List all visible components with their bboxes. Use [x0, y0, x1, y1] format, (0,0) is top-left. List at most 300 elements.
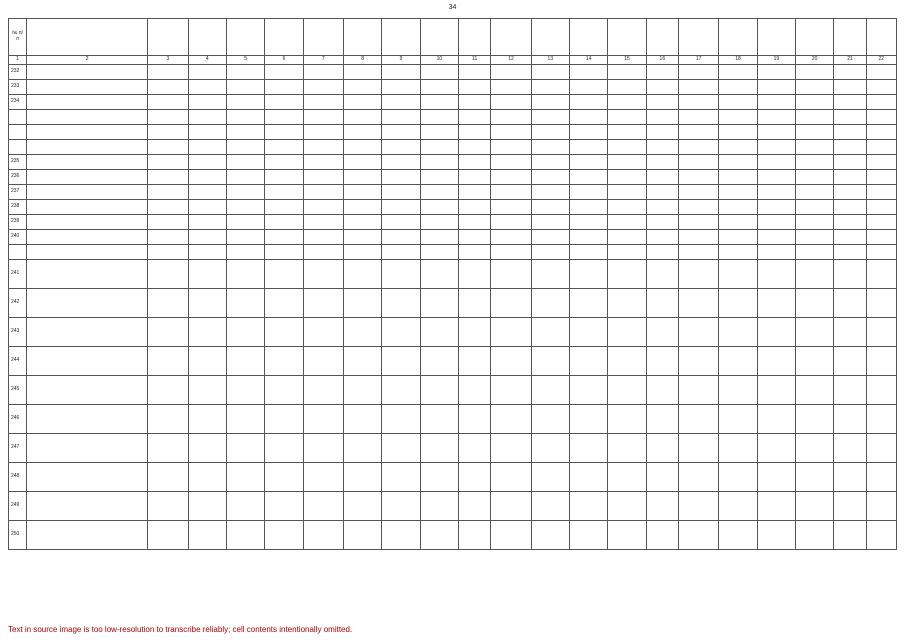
table-cell — [188, 154, 226, 169]
table-cell — [866, 433, 896, 462]
table-cell — [531, 139, 569, 154]
table-cell — [459, 259, 491, 288]
table-cell — [646, 169, 678, 184]
table-cell — [27, 491, 148, 520]
table-cell — [226, 462, 264, 491]
table-cell — [570, 199, 608, 214]
table-cell — [27, 199, 148, 214]
table-cell — [646, 124, 678, 139]
table-row — [9, 154, 897, 169]
table-cell — [491, 491, 531, 520]
table-cell — [343, 433, 381, 462]
table-cell — [834, 375, 866, 404]
row-number — [9, 124, 27, 139]
table-cell — [188, 169, 226, 184]
table-cell — [678, 317, 718, 346]
table-cell — [678, 375, 718, 404]
table-cell — [719, 520, 757, 549]
table-cell — [303, 375, 343, 404]
table-cell — [226, 154, 264, 169]
transcription-notice: Text in source image is too low-resolution to transcribe reliably; cell contents intentionally omitted. — [8, 625, 353, 634]
table-cell — [757, 244, 795, 259]
table-body — [9, 64, 897, 549]
table-cell — [420, 139, 458, 154]
table-cell — [188, 520, 226, 549]
table-cell — [570, 94, 608, 109]
table-cell — [866, 491, 896, 520]
table-cell — [608, 244, 646, 259]
table-cell — [646, 520, 678, 549]
table-cell — [226, 288, 264, 317]
table-cell — [343, 79, 381, 94]
table-row — [9, 79, 897, 94]
table-row — [9, 317, 897, 346]
table-cell — [27, 214, 148, 229]
table-cell — [27, 259, 148, 288]
table-cell — [265, 375, 303, 404]
table-cell — [678, 199, 718, 214]
table-row — [9, 64, 897, 79]
table-cell — [796, 79, 834, 94]
column-index: 9 — [382, 56, 420, 65]
table-cell — [757, 404, 795, 433]
table-cell — [757, 109, 795, 124]
table-cell — [343, 64, 381, 79]
table-cell — [188, 491, 226, 520]
table-cell — [719, 79, 757, 94]
table-cell — [757, 375, 795, 404]
table-cell — [608, 317, 646, 346]
table-cell — [491, 375, 531, 404]
table-cell — [608, 109, 646, 124]
table-cell — [646, 288, 678, 317]
table-cell — [343, 375, 381, 404]
table-cell — [343, 139, 381, 154]
row-number: 250 — [9, 520, 27, 549]
table-cell — [148, 346, 188, 375]
table-cell — [719, 229, 757, 244]
table-cell — [866, 79, 896, 94]
table-cell — [531, 184, 569, 199]
table-cell — [866, 139, 896, 154]
table-cell — [265, 64, 303, 79]
table-cell — [382, 404, 420, 433]
table-cell — [608, 214, 646, 229]
table-cell — [343, 109, 381, 124]
table-cell — [834, 184, 866, 199]
table-cell — [265, 317, 303, 346]
table-cell — [608, 462, 646, 491]
column-index: 15 — [608, 56, 646, 65]
table-cell — [382, 346, 420, 375]
table-cell — [265, 491, 303, 520]
column-header — [866, 19, 896, 56]
table-cell — [226, 64, 264, 79]
column-header: № п/п — [9, 19, 27, 56]
table-cell — [646, 244, 678, 259]
table-cell — [27, 109, 148, 124]
row-number: 238 — [9, 199, 27, 214]
table-cell — [382, 109, 420, 124]
table-cell — [343, 184, 381, 199]
table-cell — [719, 375, 757, 404]
table-cell — [420, 154, 458, 169]
table-cell — [646, 79, 678, 94]
table-cell — [265, 169, 303, 184]
table-cell — [834, 346, 866, 375]
table-cell — [796, 124, 834, 139]
table-cell — [796, 288, 834, 317]
table-cell — [382, 288, 420, 317]
table-cell — [148, 259, 188, 288]
table-cell — [343, 199, 381, 214]
table-cell — [570, 79, 608, 94]
row-number — [9, 109, 27, 124]
table-cell — [420, 79, 458, 94]
column-header — [796, 19, 834, 56]
table-cell — [303, 259, 343, 288]
table-cell — [531, 462, 569, 491]
row-number: 237 — [9, 184, 27, 199]
table-cell — [343, 317, 381, 346]
table-cell — [866, 404, 896, 433]
table-cell — [646, 346, 678, 375]
column-index: 2 — [27, 56, 148, 65]
table-cell — [757, 199, 795, 214]
column-header — [570, 19, 608, 56]
table-row — [9, 109, 897, 124]
column-index: 3 — [148, 56, 188, 65]
table-cell — [226, 79, 264, 94]
table-cell — [531, 124, 569, 139]
table-cell — [531, 154, 569, 169]
row-number: 243 — [9, 317, 27, 346]
row-number: 239 — [9, 214, 27, 229]
table-cell — [226, 169, 264, 184]
table-cell — [608, 94, 646, 109]
table-cell — [719, 154, 757, 169]
column-index: 11 — [459, 56, 491, 65]
table-cell — [27, 154, 148, 169]
table-cell — [678, 346, 718, 375]
table-cell — [382, 520, 420, 549]
table-cell — [459, 288, 491, 317]
table-cell — [188, 64, 226, 79]
table-cell — [608, 375, 646, 404]
column-index: 19 — [757, 56, 795, 65]
table-cell — [796, 520, 834, 549]
row-number: 232 — [9, 64, 27, 79]
row-number — [9, 139, 27, 154]
table-cell — [678, 288, 718, 317]
table-cell — [265, 139, 303, 154]
column-index: 13 — [531, 56, 569, 65]
table-cell — [420, 109, 458, 124]
column-header — [491, 19, 531, 56]
table-cell — [491, 259, 531, 288]
table-cell — [796, 109, 834, 124]
column-index: 17 — [678, 56, 718, 65]
table-cell — [678, 94, 718, 109]
table-cell — [678, 79, 718, 94]
table-cell — [678, 64, 718, 79]
table-cell — [459, 184, 491, 199]
table-cell — [265, 433, 303, 462]
table-cell — [719, 462, 757, 491]
table-cell — [188, 346, 226, 375]
table-cell — [188, 229, 226, 244]
table-cell — [188, 199, 226, 214]
table-cell — [570, 404, 608, 433]
table-cell — [491, 288, 531, 317]
table-cell — [796, 259, 834, 288]
table-cell — [719, 433, 757, 462]
table-cell — [382, 94, 420, 109]
table-cell — [148, 79, 188, 94]
table-cell — [491, 169, 531, 184]
table-cell — [646, 433, 678, 462]
table-cell — [531, 288, 569, 317]
table-cell — [420, 375, 458, 404]
table-cell — [491, 433, 531, 462]
table-cell — [608, 520, 646, 549]
table-cell — [420, 184, 458, 199]
table-cell — [27, 124, 148, 139]
table-cell — [608, 124, 646, 139]
row-number: 248 — [9, 462, 27, 491]
table-cell — [491, 214, 531, 229]
table-cell — [866, 124, 896, 139]
table-cell — [459, 520, 491, 549]
row-number: 247 — [9, 433, 27, 462]
table-cell — [796, 229, 834, 244]
column-header — [148, 19, 188, 56]
table-cell — [343, 124, 381, 139]
table-cell — [420, 64, 458, 79]
row-number: 234 — [9, 94, 27, 109]
table-cell — [343, 288, 381, 317]
table-cell — [491, 244, 531, 259]
table-cell — [678, 244, 718, 259]
table-cell — [188, 184, 226, 199]
column-index: 12 — [491, 56, 531, 65]
table-cell — [757, 317, 795, 346]
table-cell — [834, 433, 866, 462]
table-cell — [757, 288, 795, 317]
table-cell — [303, 317, 343, 346]
table-cell — [866, 169, 896, 184]
table-cell — [834, 154, 866, 169]
table-cell — [420, 214, 458, 229]
table-cell — [343, 346, 381, 375]
table-cell — [226, 346, 264, 375]
table-cell — [608, 169, 646, 184]
column-header — [303, 19, 343, 56]
table-cell — [420, 462, 458, 491]
column-index: 10 — [420, 56, 458, 65]
table-cell — [459, 94, 491, 109]
table-cell — [420, 259, 458, 288]
table-cell — [148, 229, 188, 244]
column-index-row — [9, 56, 897, 65]
table-cell — [757, 169, 795, 184]
table-cell — [608, 404, 646, 433]
table-cell — [226, 199, 264, 214]
table-cell — [866, 64, 896, 79]
table-cell — [459, 214, 491, 229]
table-cell — [148, 214, 188, 229]
column-header — [459, 19, 491, 56]
table-cell — [382, 433, 420, 462]
column-index: 7 — [303, 56, 343, 65]
table-cell — [459, 404, 491, 433]
column-header — [188, 19, 226, 56]
table-cell — [834, 124, 866, 139]
table-cell — [265, 199, 303, 214]
table-cell — [834, 288, 866, 317]
column-index: 1 — [9, 56, 27, 65]
table-cell — [27, 244, 148, 259]
table-cell — [343, 244, 381, 259]
table-cell — [866, 520, 896, 549]
row-number: 245 — [9, 375, 27, 404]
table-cell — [459, 317, 491, 346]
table-cell — [491, 462, 531, 491]
table-cell — [226, 109, 264, 124]
table-cell — [608, 229, 646, 244]
table-cell — [420, 94, 458, 109]
table-cell — [570, 109, 608, 124]
table-cell — [27, 462, 148, 491]
column-header — [226, 19, 264, 56]
table-cell — [757, 520, 795, 549]
row-number: 242 — [9, 288, 27, 317]
table-row — [9, 229, 897, 244]
table-cell — [382, 229, 420, 244]
table-cell — [265, 124, 303, 139]
table-cell — [678, 109, 718, 124]
table-cell — [796, 462, 834, 491]
table-cell — [866, 375, 896, 404]
table-cell — [531, 244, 569, 259]
column-header — [834, 19, 866, 56]
table-cell — [491, 79, 531, 94]
table-cell — [226, 214, 264, 229]
table-cell — [719, 404, 757, 433]
table-cell — [382, 244, 420, 259]
table-cell — [382, 259, 420, 288]
table-cell — [646, 184, 678, 199]
column-header — [420, 19, 458, 56]
table-cell — [531, 520, 569, 549]
table-cell — [719, 199, 757, 214]
table-cell — [570, 346, 608, 375]
table-cell — [148, 404, 188, 433]
table-cell — [646, 94, 678, 109]
table-cell — [27, 375, 148, 404]
table-cell — [570, 154, 608, 169]
table-cell — [866, 184, 896, 199]
table-row — [9, 433, 897, 462]
table-cell — [796, 346, 834, 375]
table-cell — [265, 346, 303, 375]
table-cell — [148, 154, 188, 169]
table-cell — [866, 199, 896, 214]
table-cell — [608, 433, 646, 462]
table-cell — [646, 64, 678, 79]
row-number: 241 — [9, 259, 27, 288]
table-cell — [531, 375, 569, 404]
table-cell — [834, 229, 866, 244]
table-cell — [646, 139, 678, 154]
table-cell — [796, 404, 834, 433]
table-cell — [866, 109, 896, 124]
table-cell — [459, 462, 491, 491]
table-cell — [678, 462, 718, 491]
table-cell — [459, 169, 491, 184]
table-cell — [834, 244, 866, 259]
table-cell — [343, 154, 381, 169]
table-cell — [834, 139, 866, 154]
table-cell — [531, 433, 569, 462]
table-cell — [343, 259, 381, 288]
table-cell — [491, 139, 531, 154]
table-cell — [491, 64, 531, 79]
table-cell — [531, 229, 569, 244]
table-cell — [226, 124, 264, 139]
table-cell — [226, 433, 264, 462]
table-cell — [757, 94, 795, 109]
table-row — [9, 288, 897, 317]
column-header — [608, 19, 646, 56]
table-cell — [678, 259, 718, 288]
row-number: 246 — [9, 404, 27, 433]
table-cell — [531, 404, 569, 433]
table-row — [9, 124, 897, 139]
table-cell — [188, 79, 226, 94]
row-number: 244 — [9, 346, 27, 375]
table-cell — [382, 184, 420, 199]
table-cell — [531, 346, 569, 375]
table-row — [9, 199, 897, 214]
table-cell — [570, 317, 608, 346]
table-cell — [148, 375, 188, 404]
table-cell — [459, 124, 491, 139]
table-cell — [226, 139, 264, 154]
table-cell — [303, 64, 343, 79]
budget-table — [8, 18, 897, 550]
table-cell — [148, 169, 188, 184]
table-cell — [678, 169, 718, 184]
table-cell — [343, 229, 381, 244]
column-header — [757, 19, 795, 56]
table-cell — [459, 109, 491, 124]
table-cell — [188, 404, 226, 433]
page-number: 34 — [448, 4, 457, 11]
table-cell — [491, 154, 531, 169]
table-cell — [188, 214, 226, 229]
table-cell — [27, 288, 148, 317]
table-cell — [796, 64, 834, 79]
table-cell — [148, 433, 188, 462]
table-cell — [719, 64, 757, 79]
table-cell — [491, 109, 531, 124]
table-row — [9, 375, 897, 404]
table-cell — [719, 109, 757, 124]
row-number: 235 — [9, 154, 27, 169]
table-cell — [148, 139, 188, 154]
table-cell — [570, 169, 608, 184]
